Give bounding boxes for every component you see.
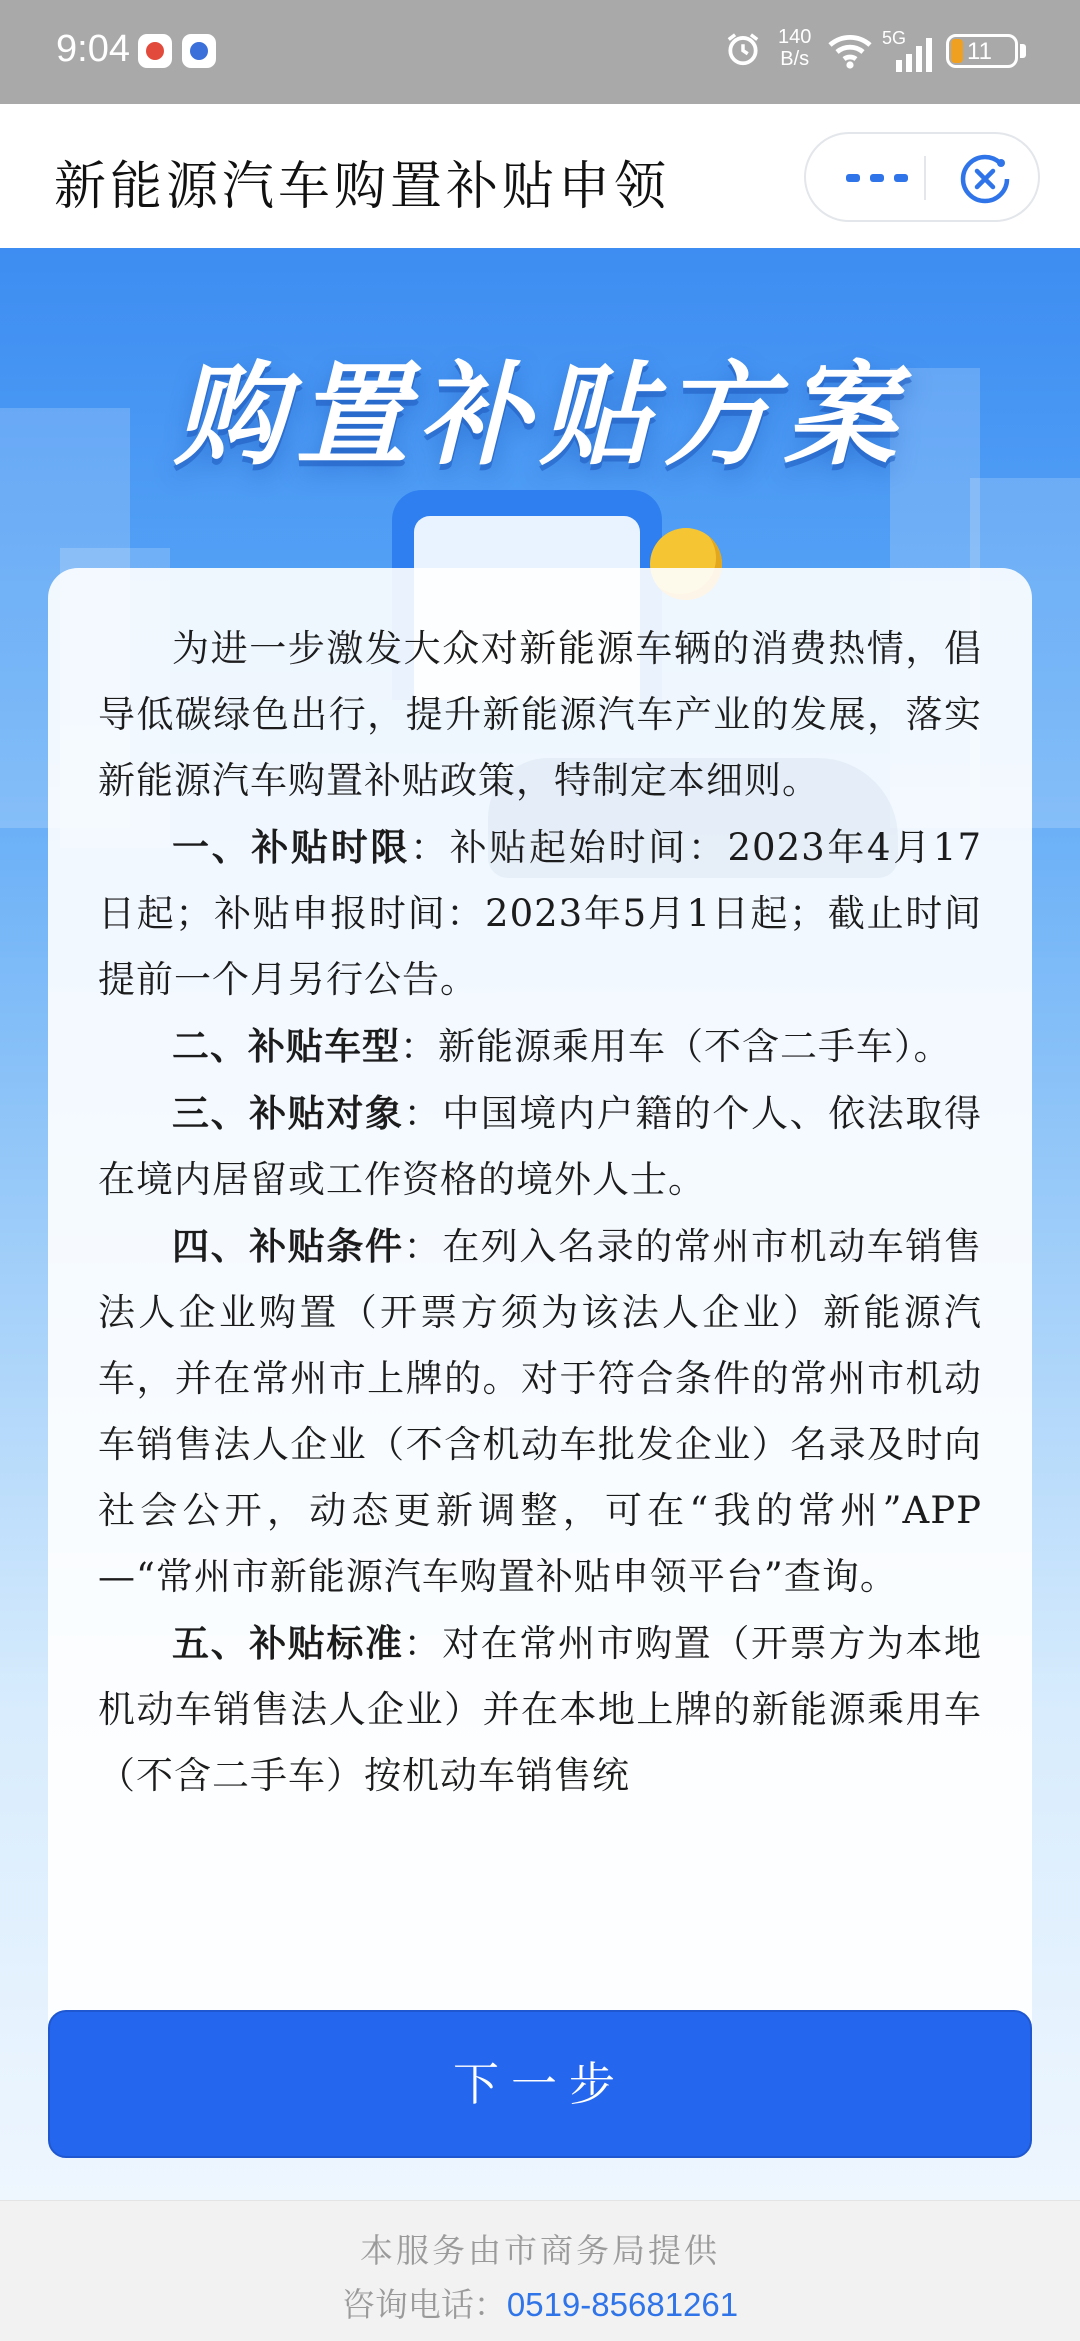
section-heading: 五、补贴标准 [172, 1621, 404, 1665]
network-speed: 140 B/s [778, 26, 812, 70]
next-step-button[interactable]: 下一步 [48, 2010, 1032, 2158]
section-text: ：补贴起始时间：2023年4月17日起；补贴申报时间：2023年5月1日起；截止时间提前一个月另行公告。 [98, 826, 982, 1001]
policy-section [98, 1013, 982, 1080]
battery-level: 11 [967, 38, 992, 65]
battery-icon [946, 34, 1018, 68]
mini-program-capsule [804, 132, 1040, 222]
hotline [0, 2279, 1080, 2326]
policy-card [48, 568, 1032, 2088]
more-icon[interactable] [842, 164, 912, 192]
section-heading: 一、补贴时限 [172, 825, 411, 869]
hotline-label: 咨询电话： [341, 2285, 507, 2324]
footer [0, 2200, 1080, 2341]
section-text: ：中国境内户籍的个人、依法取得在境内居留或工作资格的境外人士。 [98, 1092, 982, 1201]
close-icon[interactable] [958, 152, 1012, 206]
status-bar [0, 0, 1080, 104]
app-notification-icon [138, 34, 172, 68]
hero-title: 购置补贴方案 [174, 351, 906, 481]
policy-section [98, 1610, 982, 1809]
policy-section [98, 1213, 982, 1610]
signal-icon: 5G [882, 28, 938, 74]
section-heading: 二、补贴车型 [172, 1024, 400, 1068]
title-bar [0, 104, 1080, 248]
section-heading: 四、补贴条件 [172, 1224, 404, 1268]
section-text: ：新能源乘用车（不含二手车）。 [400, 1025, 952, 1068]
policy-section [98, 814, 982, 1013]
hotline-number-link[interactable]: 0519-85681261 [506, 2286, 739, 2323]
policy-intro: 为进一步激发大众对新能源车辆的消费热情，倡导低碳绿色出行，提升新能源汽车产业的发展，落实新能源汽车购置补贴政策，特制定本细则。 [98, 627, 982, 802]
policy-text [98, 616, 982, 2026]
service-provider-text: 本服务由市商务局提供 [360, 2231, 720, 2270]
section-text: ：在列入名录的常州市机动车销售法人企业购置（开票方须为该法人企业）新能源汽车，并在常州市上牌的。对于符合条件的常州市机动车销售法人企业（不含机动车批发企业）名录及时向社会公开，动态更新调整，可在“我的常州”APP—“常州市新能源汽车购置补贴申领平台”查询。 [98, 1225, 982, 1598]
app-notification-icon [182, 34, 216, 68]
section-heading: 三、补贴对象 [172, 1091, 404, 1135]
section-text: ：对在常州市购置（开票方为本地机动车销售法人企业）并在本地上牌的新能源乘用车（不含二手车）按机动车销售统 [98, 1622, 982, 1797]
status-time: 9:04 [56, 28, 130, 70]
wifi-icon [826, 30, 874, 72]
page-title: 新能源汽车购置补贴申领 [54, 157, 671, 217]
policy-section [98, 1080, 982, 1213]
alarm-icon [724, 30, 762, 68]
